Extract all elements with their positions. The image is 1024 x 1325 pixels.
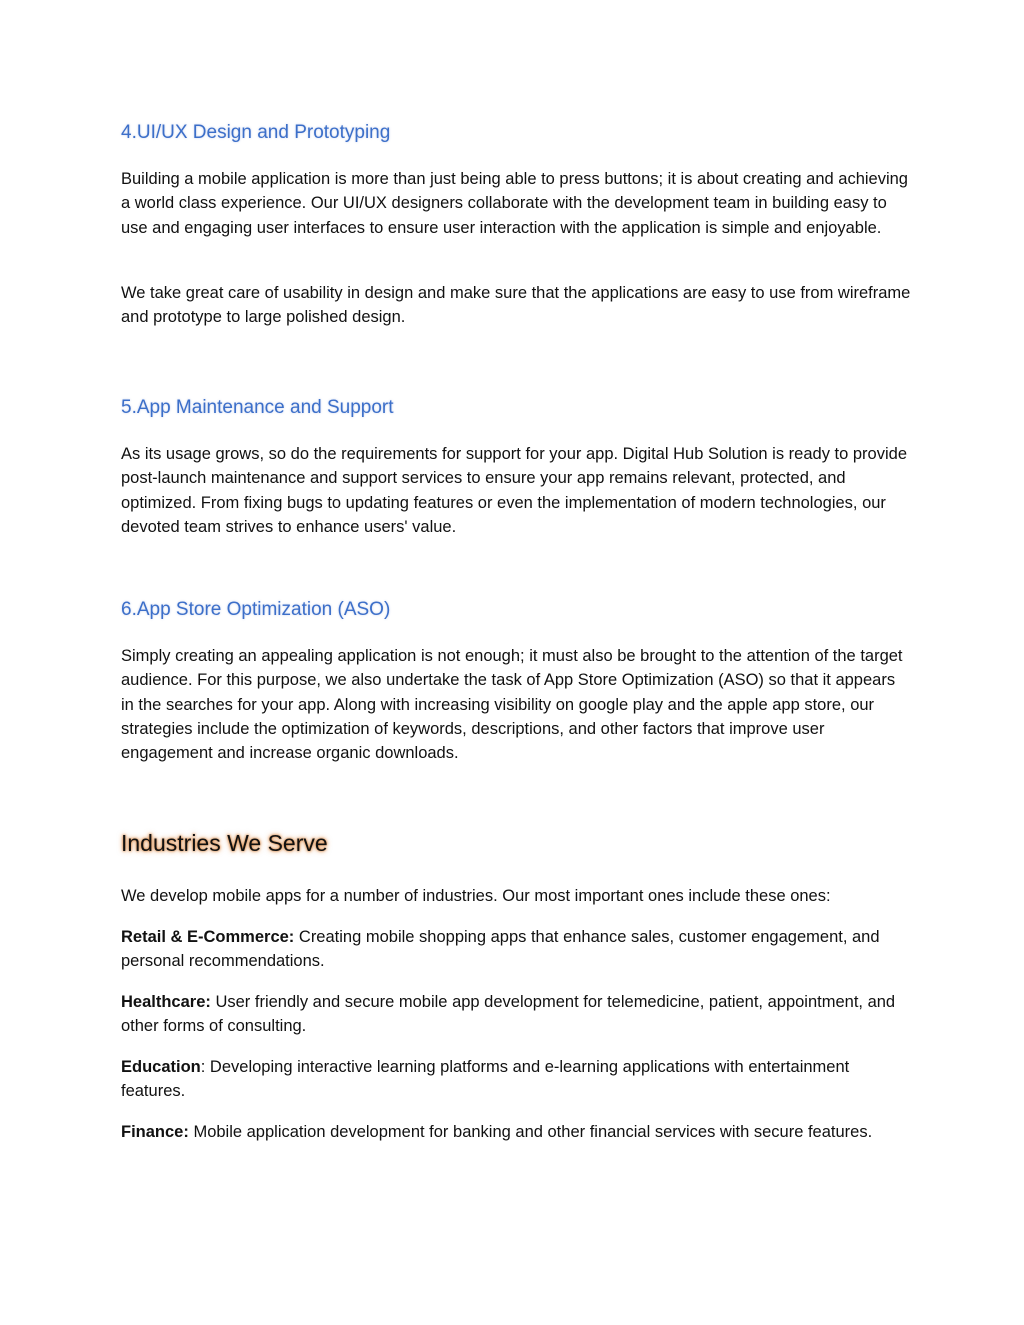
industry-term: Education [121,1058,201,1076]
industry-description: : Developing interactive learning platforms and e-learning applications with entertainment features. [121,1058,850,1101]
ui-ux-paragraph-2: We take great care of usability in design and make sure that the applications are easy to use from wireframe and prototype to large polished design. [121,284,911,327]
industry-term: Retail & E-Commerce: [121,928,295,946]
ui-ux-paragraph-1: Building a mobile application is more than just being able to press buttons; it is about creating and achieving a world class experience. Our UI/UX designers collaborate with the development team in building easy to use and engaging user interfaces to ensure user interaction with the application is simple and enjoyable. [121,170,908,237]
industry-item-finance [121,1120,911,1144]
industry-item-healthcare [121,990,911,1039]
industry-term: Finance: [121,1123,189,1141]
section-heading-maintenance: 5.App Maintenance and Support [121,397,394,418]
industry-description: Mobile application development for banking and other financial services with secure features. [188,1123,873,1141]
industries-heading: Industries We Serve [121,830,328,856]
industry-description: Creating mobile shopping apps that enhance sales, customer engagement, and personal recommendations. [121,928,880,971]
section-heading-ui-ux: 4.UI/UX Design and Prototyping [121,122,391,143]
industry-term: Healthcare: [121,993,211,1011]
industries-intro: We develop mobile apps for a number of industries. Our most important ones include these ones: [121,887,831,905]
industry-description: User friendly and secure mobile app development for telemedicine, patient, appointment, and other forms of consulting. [121,993,896,1036]
aso-paragraph: Simply creating an appealing application is not enough; it must also be brought to the attention of the target audience. For this purpose, we also undertake the task of App Store Optimization (ASO) so that it appears in the searches for your app. Along with increasing visibility on google play and the apple app store, our strategies include the optimization of keywords, descriptions, and other factors that improve user engagement and increase organic downloads. [121,647,903,763]
industry-item-education [121,1055,911,1104]
maintenance-paragraph: As its usage grows, so do the requirements for support for your app. Digital Hub Solution is ready to provide post-launch maintenance and support services to ensure your app remains relevant, protected, and optimized. From fixing bugs to updating features or even the implementation of modern technologies, our devoted team strives to enhance users' value. [121,445,907,536]
industry-item-retail [121,925,911,974]
section-heading-aso: 6.App Store Optimization (ASO) [121,599,391,620]
